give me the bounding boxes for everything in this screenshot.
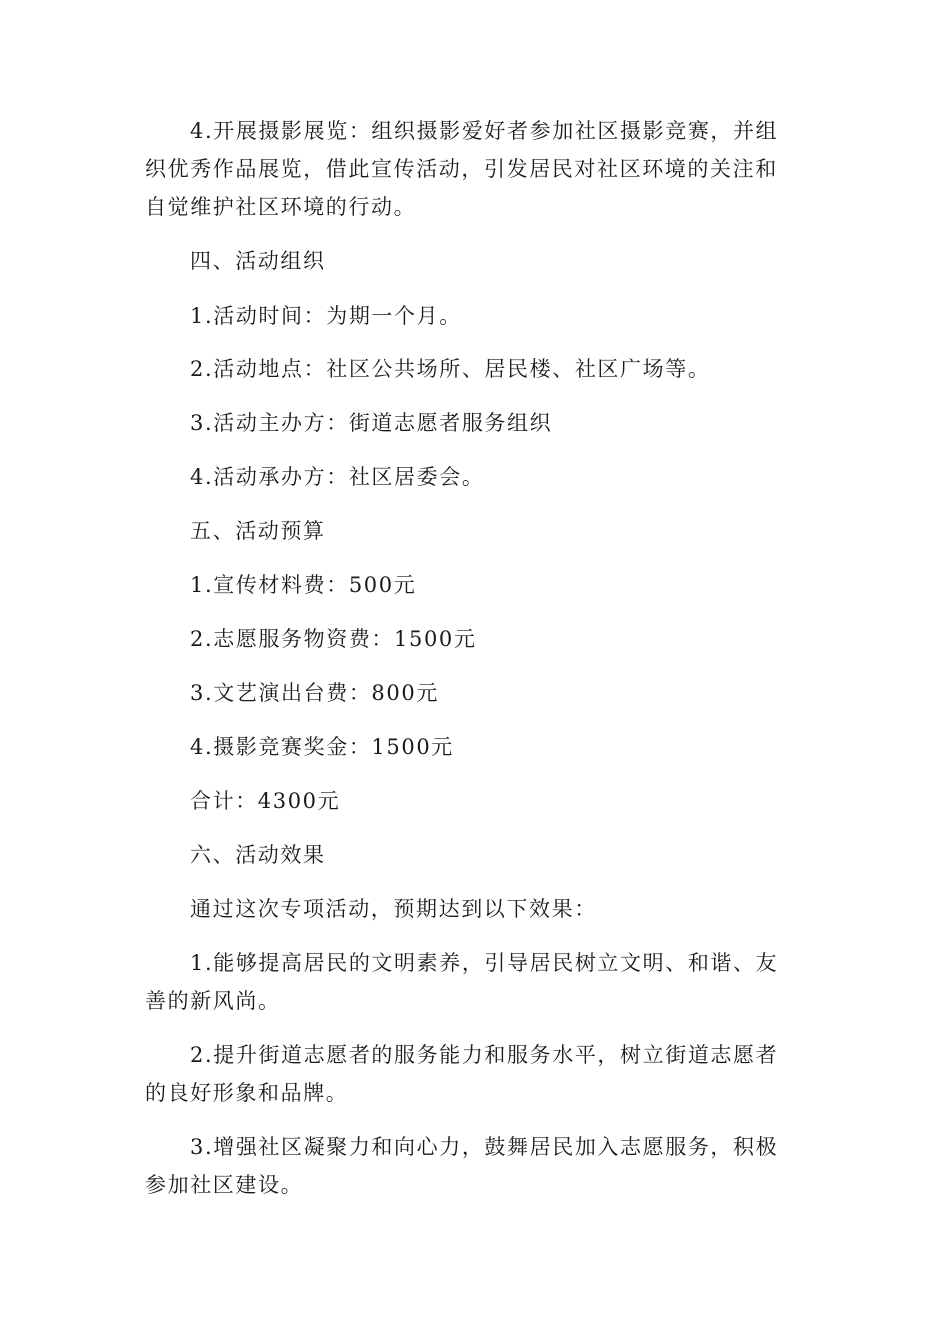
heading-activity-effect: 六、活动效果 (190, 843, 326, 867)
paragraph-activity-time: 1.活动时间：为期一个月。 (190, 304, 462, 328)
paragraph-budget-total: 合计：4300元 (190, 789, 341, 813)
paragraph-effect-volunteers: 2.提升街道志愿者的服务能力和服务水平，树立街道志愿者的良好形象和品牌。 (145, 1043, 779, 1105)
heading-activity-organization: 四、活动组织 (190, 249, 326, 273)
paragraph-budget-prize: 4.摄影竞赛奖金：1500元 (190, 735, 454, 759)
paragraph-activity-organizer: 4.活动承办方：社区居委会。 (190, 465, 485, 489)
paragraph-activity-location: 2.活动地点：社区公共场所、居民楼、社区广场等。 (190, 357, 711, 381)
paragraph-effect-civility: 1.能够提高居民的文明素养，引导居民树立文明、和谐、友善的新风尚。 (145, 951, 779, 1013)
paragraph-budget-supplies: 2.志愿服务物资费：1500元 (190, 627, 477, 651)
paragraph-effect-cohesion: 3.增强社区凝聚力和向心力，鼓舞居民加入志愿服务，积极参加社区建设。 (145, 1135, 779, 1197)
paragraph-budget-publicity: 1.宣传材料费：500元 (190, 573, 417, 597)
heading-activity-budget: 五、活动预算 (190, 519, 326, 543)
paragraph-activity-host: 3.活动主办方：街道志愿者服务组织 (190, 411, 553, 435)
paragraph-budget-performance: 3.文艺演出台费：800元 (190, 681, 439, 705)
paragraph-effect-intro: 通过这次专项活动，预期达到以下效果： (190, 897, 597, 921)
paragraph-photo-exhibition: 4.开展摄影展览：组织摄影爱好者参加社区摄影竞赛，并组织优秀作品展览，借此宣传活动，引发居民对社区环境的关注和自觉维护社区环境的行动。 (145, 119, 779, 219)
